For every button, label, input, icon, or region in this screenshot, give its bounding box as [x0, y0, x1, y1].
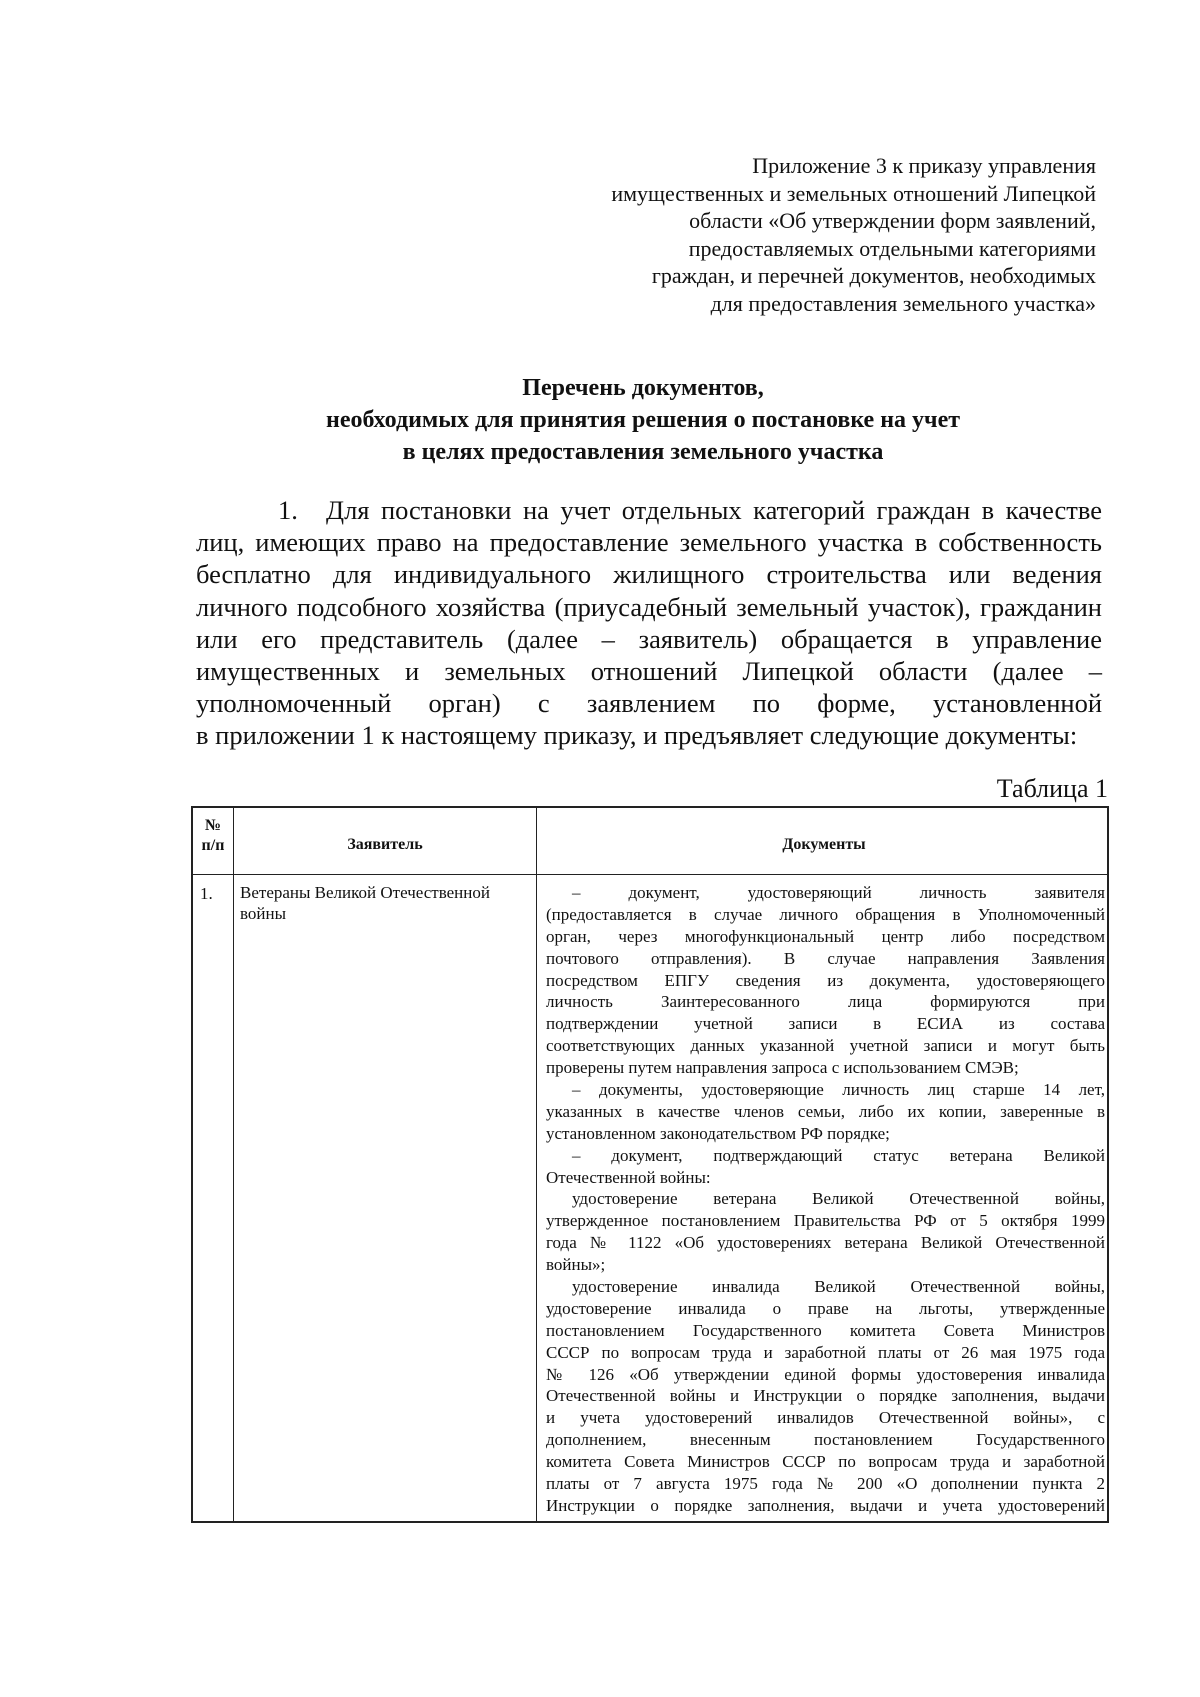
documents-line: № 126 «Об утверждении единой формы удостоверения инвалида	[546, 1364, 1105, 1384]
paragraph-line: личного подсобного хозяйства (приусадебный земельный участок), гражданин	[196, 591, 1102, 622]
appendix-note	[536, 152, 1096, 317]
documents-line: (предоставляется в случае личного обращения в Уполномоченный	[546, 904, 1105, 924]
documents-line: и учета удостоверений инвалидов Отечественной войны», с	[546, 1408, 1105, 1428]
appendix-line: имущественных и земельных отношений Липецкой	[611, 180, 1096, 206]
table-header-divider	[193, 874, 1107, 875]
header-num	[193, 816, 233, 856]
documents-line: почтового отправления). В случае направления Заявления	[546, 948, 1105, 968]
appendix-line: граждан, и перечней документов, необходимых	[651, 263, 1096, 288]
documents-line: посредством ЕПГУ сведения из документа, удостоверяющего	[546, 970, 1105, 990]
title-line: необходимых для принятия решения о постановке на учет	[325, 407, 961, 433]
header-applicant: Заявитель	[347, 836, 423, 853]
header-documents: Документы	[782, 836, 866, 853]
paragraph-1	[196, 494, 1102, 752]
documents-line: соответствующих данных указанной учетной записи и могут быть	[546, 1036, 1105, 1056]
header-num-abbr: п/п	[201, 837, 225, 854]
documents-line: Отечественной войны:	[546, 1167, 711, 1187]
documents-line: удостоверение инвалида о праве на льготы, утвержденные	[546, 1298, 1105, 1318]
paragraph-text: Для постановки на учет отдельных категорий граждан в качестве	[326, 495, 1102, 525]
appendix-line: области «Об утверждении форм заявлений,	[689, 208, 1096, 233]
documents-line: войны»;	[546, 1255, 606, 1275]
documents-line: комитета Совета Министров СССР по вопросам труда и заработной	[546, 1452, 1105, 1472]
paragraph-line	[196, 494, 1102, 526]
documents-line: установленном законодательством РФ порядке;	[546, 1123, 890, 1143]
table-column-divider	[233, 808, 234, 1521]
documents-line: проверены путем направления запроса с использованием СМЭВ;	[546, 1058, 1019, 1078]
documents-line: Отечественной войны и Инструкции о порядке заполнения, выдачи	[546, 1386, 1105, 1406]
title-line: Перечень документов,	[522, 375, 764, 401]
appendix-line: Приложение 3 к приказу управления	[752, 153, 1096, 178]
appendix-line: для предоставления земельного участка»	[710, 290, 1096, 316]
documents-line: указанных в качестве членов семьи, либо их копии, заверенные в	[546, 1101, 1105, 1121]
table-label: Таблица 1	[996, 774, 1108, 803]
paragraph-line: имущественных и земельных отношений Липецкой области (далее –	[196, 655, 1102, 686]
row-documents	[546, 882, 1105, 1517]
paragraph-line: лиц, имеющих право на предоставление земельного участка в собственность	[196, 527, 1102, 558]
applicant-line: Ветераны Великой Отечественной	[240, 883, 490, 902]
row-applicant	[240, 882, 530, 924]
documents-line: личность Заинтересованного лица формируются при	[546, 992, 1105, 1012]
documents-line: постановлением Государственного комитета Совета Министров	[546, 1320, 1105, 1340]
documents-line: Инструкции о порядке заполнения, выдачи и учета удостоверений	[546, 1495, 1105, 1515]
documents-line: года № 1122 «Об удостоверениях ветерана Великой Отечественной	[546, 1233, 1105, 1253]
documents-line: платы от 7 августа 1975 года № 200 «О дополнении пункта 2	[546, 1474, 1105, 1494]
paragraph-line: бесплатно для индивидуального жилищного строительства или ведения	[196, 559, 1102, 590]
paragraph-line: в приложении 1 к настоящему приказу, и предъявляет следующие документы:	[196, 720, 1078, 751]
documents-line: удостоверение инвалида Великой Отечественной войны,	[572, 1277, 1105, 1297]
document-title	[190, 372, 1096, 468]
documents-line: – документ, подтверждающий статус ветерана Великой	[572, 1145, 1105, 1165]
appendix-line: предоставляемых отдельными категориями	[688, 235, 1096, 261]
documents-line: – документ, удостоверяющий личность заявителя	[572, 883, 1105, 902]
paragraph-number: 1.	[278, 495, 298, 525]
applicant-line: войны	[240, 904, 287, 923]
documents-line: дополнением, внесенным постановлением Государственного	[546, 1430, 1105, 1450]
title-line: в целях предоставления земельного участка	[402, 439, 884, 465]
documents-line: СССР по вопросам труда и заработной платы от 26 мая 1975 года	[546, 1342, 1105, 1362]
table-column-divider	[536, 808, 537, 1521]
row-number: 1.	[200, 884, 213, 903]
documents-line: – документы, удостоверяющие личность лиц старше 14 лет,	[572, 1080, 1105, 1100]
documents-line: удостоверение ветерана Великой Отечественной войны,	[572, 1189, 1105, 1209]
paragraph-line: или его представитель (далее – заявитель) обращается в управление	[196, 623, 1102, 654]
documents-line: подтверждении учетной записи в ЕСИА из состава	[546, 1014, 1105, 1034]
documents-line: орган, через многофункциональный центр либо посредством	[546, 926, 1105, 946]
header-num-symbol: №	[204, 817, 222, 834]
paragraph-line: уполномоченный орган) с заявлением по форме, установленной	[196, 688, 1102, 719]
documents-line: утвержденное постановлением Правительства РФ от 5 октября 1999	[546, 1211, 1105, 1231]
